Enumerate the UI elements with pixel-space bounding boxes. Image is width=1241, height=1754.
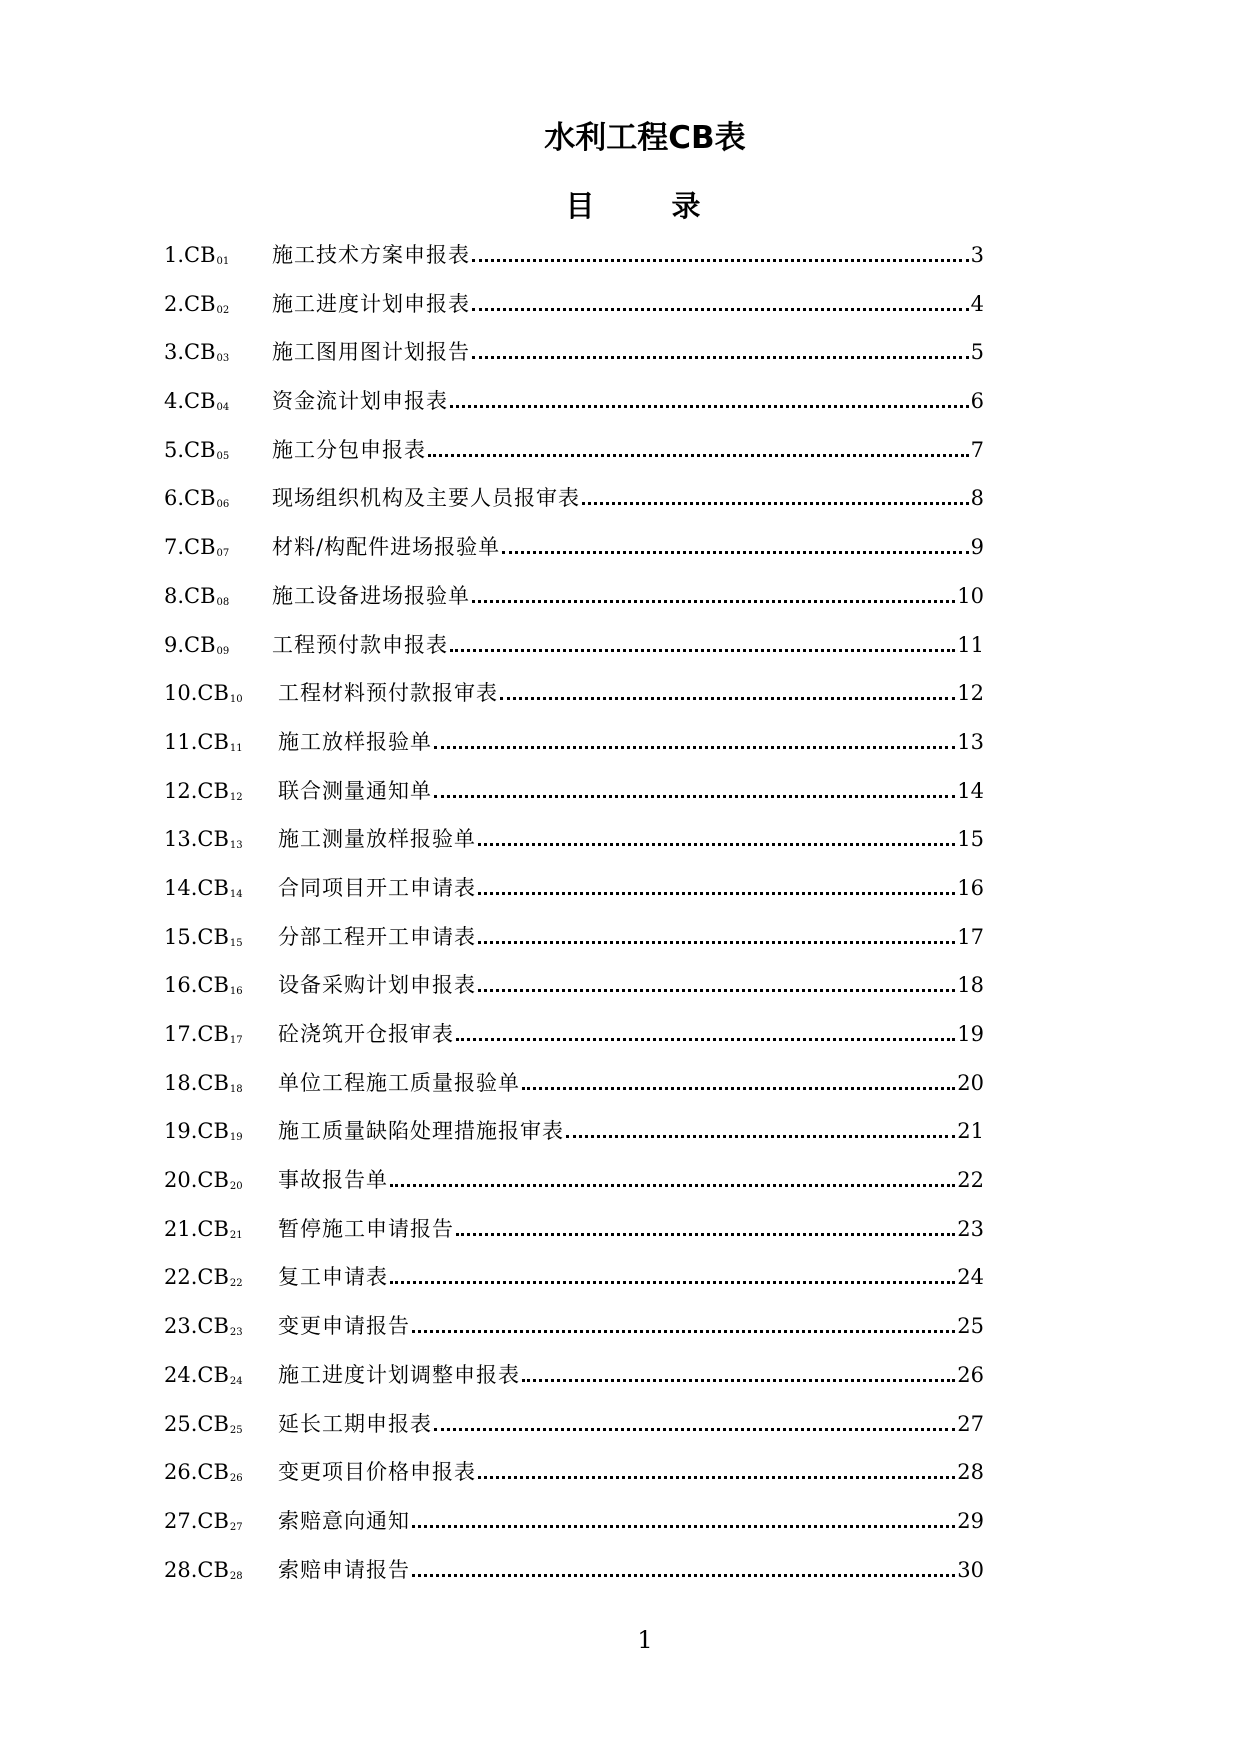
toc-entry-title[interactable]: 事故报告单 [278, 1168, 388, 1193]
toc-entry-code-number: 26.CB [164, 1460, 229, 1485]
toc-entry[interactable] [164, 824, 984, 873]
toc-entry-code-subscript: 20 [229, 1181, 243, 1193]
toc-entry-code [164, 483, 229, 520]
toc-entry-title[interactable]: 施工质量缺陷处理措施报审表 [278, 1119, 564, 1144]
toc-entry-title[interactable]: 延长工期申报表 [278, 1411, 432, 1436]
toc-dot-leader [472, 356, 969, 359]
document-title: 水利工程CB表 [544, 120, 746, 156]
toc-entry-code-number: 22.CB [164, 1265, 229, 1290]
toc-entry-code [164, 776, 243, 813]
toc-entry[interactable] [164, 1214, 984, 1263]
toc-entry[interactable] [164, 240, 984, 289]
toc-entry-code-subscript: 04 [216, 402, 230, 414]
toc-entry-page: 5 [970, 340, 984, 365]
toc-entry-code-subscript: 21 [229, 1229, 243, 1241]
toc-entry-code-number: 19.CB [164, 1119, 229, 1144]
toc-entry-code [164, 240, 229, 277]
toc-entry-code-subscript: 13 [229, 840, 243, 852]
toc-entry-line [278, 1214, 984, 1244]
toc-entry-line [278, 776, 984, 806]
toc-entry-code-subscript: 16 [229, 986, 243, 998]
toc-entry-code-subscript: 15 [229, 937, 243, 949]
toc-entry-code-subscript: 27 [229, 1521, 243, 1533]
toc-dot-leader [478, 843, 955, 846]
toc-entry-line [278, 1409, 984, 1439]
toc-entry-code-number: 27.CB [164, 1508, 229, 1533]
toc-entry-title[interactable]: 资金流计划申报表 [272, 389, 448, 414]
toc-entry-code-number: 6.CB [164, 486, 216, 511]
toc-entry-line [278, 1262, 984, 1292]
toc-dot-leader [434, 795, 955, 798]
toc-entry-page: 16 [957, 875, 984, 900]
toc-entry-title[interactable]: 砼浇筑开仓报审表 [278, 1022, 454, 1046]
toc-entry-code-subscript: 05 [216, 450, 230, 462]
toc-dot-leader [472, 600, 955, 603]
toc-entry-code [164, 1116, 243, 1153]
toc-entry[interactable] [164, 1457, 984, 1506]
toc-entry-line [278, 1360, 984, 1390]
toc-entry-title[interactable]: 分部工程开工申请表 [278, 924, 476, 949]
toc-entry[interactable] [164, 1555, 984, 1604]
toc-entry-page: 3 [970, 243, 984, 267]
toc-entry-line [278, 1506, 984, 1536]
toc-entry[interactable] [164, 922, 984, 971]
toc-entry-title[interactable]: 单位工程施工质量报验单 [278, 1070, 520, 1095]
toc-entry-code [164, 581, 229, 618]
toc-entry-line [272, 483, 984, 513]
toc-dot-leader [390, 1184, 955, 1187]
toc-entry-code-subscript: 24 [229, 1375, 243, 1387]
toc-entry-code-subscript: 07 [216, 548, 230, 560]
toc-dot-leader [522, 1379, 955, 1382]
table-of-contents [164, 240, 984, 1603]
toc-entry-line [278, 1555, 984, 1585]
toc-entry-code-subscript: 19 [229, 1132, 243, 1144]
toc-entry-page: 6 [970, 389, 984, 414]
toc-entry-code-number: 5.CB [164, 437, 216, 462]
toc-entry-page: 15 [957, 827, 984, 852]
toc-entry-code [164, 970, 243, 1007]
toc-entry-code-number: 11.CB [164, 729, 229, 754]
toc-entry-code [164, 1311, 243, 1348]
toc-entry-code-number: 14.CB [164, 875, 229, 900]
toc-entry[interactable] [164, 1409, 984, 1458]
page-number: 1 [637, 1626, 653, 1654]
toc-entry-code-subscript: 01 [216, 256, 230, 267]
toc-entry-line [278, 1019, 984, 1049]
toc-dot-leader [500, 697, 955, 700]
toc-entry-title[interactable]: 索赔意向通知 [278, 1508, 410, 1533]
toc-entry-code [164, 630, 229, 667]
toc-entry-code-number: 25.CB [164, 1411, 229, 1436]
toc-dot-leader [412, 1525, 955, 1528]
toc-entry-code [164, 386, 229, 423]
toc-dot-leader [434, 1428, 955, 1431]
toc-entry-page: 20 [957, 1070, 984, 1095]
toc-entry-page: 19 [957, 1022, 984, 1046]
toc-entry-code [164, 1506, 243, 1543]
toc-entry[interactable] [164, 386, 984, 435]
toc-entry[interactable] [164, 727, 984, 776]
toc-entry-line [278, 1116, 984, 1146]
toc-entry-title[interactable]: 施工设备进场报验单 [272, 583, 470, 608]
toc-entry-line [272, 630, 984, 660]
toc-entry[interactable] [164, 289, 984, 338]
toc-dot-leader [412, 1330, 955, 1333]
toc-entry-code-subscript: 03 [216, 353, 230, 365]
toc-entry-code-number: 17.CB [164, 1022, 229, 1046]
toc-entry-title[interactable]: 联合测量通知单 [278, 778, 432, 803]
toc-entry-code [164, 1409, 243, 1446]
toc-entry[interactable] [164, 970, 984, 1019]
toc-entry-page: 13 [957, 729, 984, 754]
toc-entry-line [272, 337, 984, 367]
toc-entry-code-number: 28.CB [164, 1557, 229, 1582]
toc-entry-code-number: 20.CB [164, 1168, 229, 1193]
toc-entry-code-number: 4.CB [164, 389, 216, 414]
toc-dot-leader [450, 649, 955, 652]
toc-entry-page: 14 [957, 778, 984, 803]
toc-entry-code [164, 289, 229, 326]
toc-heading: 目 录 [565, 189, 725, 223]
toc-entry-code [164, 1262, 243, 1299]
toc-entry[interactable] [164, 1165, 984, 1214]
toc-entry-code-subscript: 28 [229, 1570, 243, 1582]
toc-entry-code [164, 337, 229, 374]
toc-entry-title[interactable]: 索赔申请报告 [278, 1557, 410, 1582]
toc-entry-title[interactable]: 设备采购计划申报表 [278, 973, 476, 998]
toc-entry-code-subscript: 26 [229, 1473, 243, 1485]
toc-entry-code-subscript: 12 [229, 791, 243, 803]
toc-entry[interactable] [164, 1311, 984, 1360]
toc-entry[interactable] [164, 435, 984, 484]
toc-dot-leader [566, 1135, 955, 1138]
toc-entry-code-subscript: 06 [216, 499, 230, 511]
toc-entry-code [164, 532, 229, 569]
toc-entry-code-number: 10.CB [164, 681, 229, 706]
toc-entry-page: 26 [957, 1362, 984, 1387]
toc-entry-line [278, 1457, 984, 1487]
toc-dot-leader [478, 941, 955, 944]
toc-entry-page: 11 [957, 632, 984, 657]
toc-entry-code [164, 873, 243, 910]
toc-entry[interactable] [164, 532, 984, 581]
toc-entry-code-subscript: 18 [229, 1083, 243, 1095]
toc-entry-line [278, 922, 984, 952]
toc-entry-line [272, 532, 984, 562]
toc-entry-code [164, 1457, 243, 1494]
toc-entry[interactable] [164, 337, 984, 386]
toc-entry-page: 18 [957, 973, 984, 998]
toc-entry-title[interactable]: 复工申请表 [278, 1265, 388, 1290]
toc-entry-code-number: 18.CB [164, 1070, 229, 1095]
toc-entry-page: 28 [957, 1460, 984, 1485]
toc-entry-title[interactable]: 施工技术方案申报表 [272, 243, 470, 267]
toc-entry[interactable] [164, 1116, 984, 1165]
toc-dot-leader [456, 1038, 955, 1041]
toc-entry-code-subscript: 14 [229, 888, 243, 900]
toc-entry-page: 10 [957, 583, 984, 608]
toc-entry-code-number: 2.CB [164, 291, 216, 316]
toc-entry[interactable] [164, 1019, 984, 1068]
toc-dot-leader [456, 1233, 955, 1236]
toc-entry-page: 23 [957, 1216, 984, 1241]
toc-entry-code-subscript: 11 [229, 742, 243, 754]
toc-entry-code-subscript: 08 [216, 596, 230, 608]
toc-entry-line [272, 581, 984, 611]
toc-entry-line [272, 289, 984, 319]
toc-entry-code-number: 9.CB [164, 632, 216, 657]
toc-dot-leader [412, 1574, 955, 1577]
toc-entry[interactable] [164, 1262, 984, 1311]
toc-entry-code [164, 1019, 243, 1056]
toc-entry[interactable] [164, 1360, 984, 1409]
toc-entry-title[interactable]: 变更项目价格申报表 [278, 1460, 476, 1485]
toc-entry-code-subscript: 09 [216, 645, 230, 657]
toc-entry-code-subscript: 22 [229, 1278, 243, 1290]
toc-entry[interactable] [164, 581, 984, 630]
toc-entry-code [164, 678, 243, 715]
toc-entry-page: 25 [957, 1314, 984, 1339]
toc-entry-title[interactable]: 施工放样报验单 [278, 729, 432, 754]
toc-dot-leader [472, 308, 969, 311]
toc-entry-title[interactable]: 材料/构配件进场报验单 [272, 535, 501, 560]
toc-entry-page: 29 [957, 1508, 984, 1533]
toc-entry[interactable] [164, 678, 984, 727]
toc-entry-page: 8 [970, 486, 984, 511]
toc-entry-page: 30 [957, 1557, 984, 1582]
toc-entry-code [164, 824, 243, 861]
toc-entry-code-subscript: 10 [229, 694, 243, 706]
toc-entry-code-number: 23.CB [164, 1314, 229, 1339]
toc-entry[interactable] [164, 776, 984, 825]
toc-entry-title[interactable]: 暂停施工申请报告 [278, 1216, 454, 1241]
toc-dot-leader [428, 454, 969, 457]
toc-entry-code [164, 1555, 243, 1592]
toc-entry-code [164, 1165, 243, 1202]
toc-entry-title[interactable]: 施工进度计划调整申报表 [278, 1362, 520, 1387]
toc-entry-title[interactable]: 施工进度计划申报表 [272, 291, 470, 316]
toc-dot-leader [478, 989, 955, 992]
toc-entry-code-number: 16.CB [164, 973, 229, 998]
toc-entry-page: 12 [957, 681, 984, 706]
toc-entry[interactable] [164, 873, 984, 922]
toc-entry-title[interactable]: 工程材料预付款报审表 [278, 681, 498, 706]
toc-entry-line [278, 970, 984, 1000]
toc-dot-leader [478, 892, 955, 895]
toc-entry-title[interactable]: 施工图用图计划报告 [272, 340, 470, 365]
toc-entry-page: 7 [970, 437, 984, 462]
toc-entry-page: 27 [957, 1411, 984, 1436]
toc-entry-line [272, 240, 984, 270]
toc-entry-page: 9 [970, 535, 984, 560]
toc-entry-page: 24 [957, 1265, 984, 1290]
toc-dot-leader [502, 551, 969, 554]
toc-entry-code-number: 24.CB [164, 1362, 229, 1387]
toc-entry-page: 21 [957, 1119, 984, 1144]
toc-entry[interactable] [164, 483, 984, 532]
toc-entry-code-subscript: 02 [216, 304, 230, 316]
toc-entry[interactable] [164, 1506, 984, 1555]
toc-entry-code-number: 13.CB [164, 827, 229, 852]
toc-entry-code-number: 3.CB [164, 340, 216, 365]
toc-entry-title[interactable]: 现场组织机构及主要人员报审表 [272, 486, 580, 511]
toc-entry-line [278, 873, 984, 903]
toc-dot-leader [478, 1476, 955, 1479]
toc-entry-line [278, 1165, 984, 1195]
toc-dot-leader [522, 1087, 955, 1090]
toc-dot-leader [450, 405, 969, 408]
toc-entry-line [278, 824, 984, 854]
toc-entry-code-subscript: 17 [229, 1035, 243, 1046]
toc-entry-code [164, 1214, 243, 1251]
toc-entry-line [278, 678, 984, 708]
toc-entry-code-subscript: 25 [229, 1424, 243, 1436]
toc-entry[interactable] [164, 630, 984, 679]
toc-entry-title[interactable]: 施工测量放样报验单 [278, 827, 476, 852]
toc-entry-code-number: 7.CB [164, 535, 216, 560]
toc-dot-leader [582, 502, 969, 505]
toc-entry-code [164, 1360, 243, 1397]
toc-dot-leader [390, 1281, 955, 1284]
toc-entry-code-number: 1.CB [164, 243, 216, 267]
toc-entry[interactable] [164, 1068, 984, 1117]
toc-entry-line [278, 727, 984, 757]
toc-entry-code-number: 8.CB [164, 583, 216, 608]
toc-entry-title[interactable]: 变更申请报告 [278, 1314, 410, 1339]
toc-entry-code [164, 922, 243, 959]
toc-dot-leader [472, 259, 969, 262]
toc-entry-line [278, 1068, 984, 1098]
toc-entry-page: 4 [970, 291, 984, 316]
toc-entry-code [164, 1068, 243, 1105]
toc-entry-code-number: 21.CB [164, 1216, 229, 1241]
toc-entry-line [278, 1311, 984, 1341]
toc-entry-code [164, 435, 229, 472]
toc-entry-page: 22 [957, 1168, 984, 1193]
toc-entry-title[interactable]: 合同项目开工申请表 [278, 875, 476, 900]
toc-entry-page: 17 [957, 924, 984, 949]
toc-entry-title[interactable]: 工程预付款申报表 [272, 632, 448, 657]
toc-entry-line [272, 386, 984, 416]
toc-entry-title[interactable]: 施工分包申报表 [272, 437, 426, 462]
toc-entry-code-subscript: 23 [229, 1327, 243, 1339]
toc-entry-code-number: 12.CB [164, 778, 229, 803]
toc-entry-line [272, 435, 984, 465]
toc-entry-code [164, 727, 243, 764]
toc-entry-code-number: 15.CB [164, 924, 229, 949]
toc-dot-leader [434, 746, 955, 749]
